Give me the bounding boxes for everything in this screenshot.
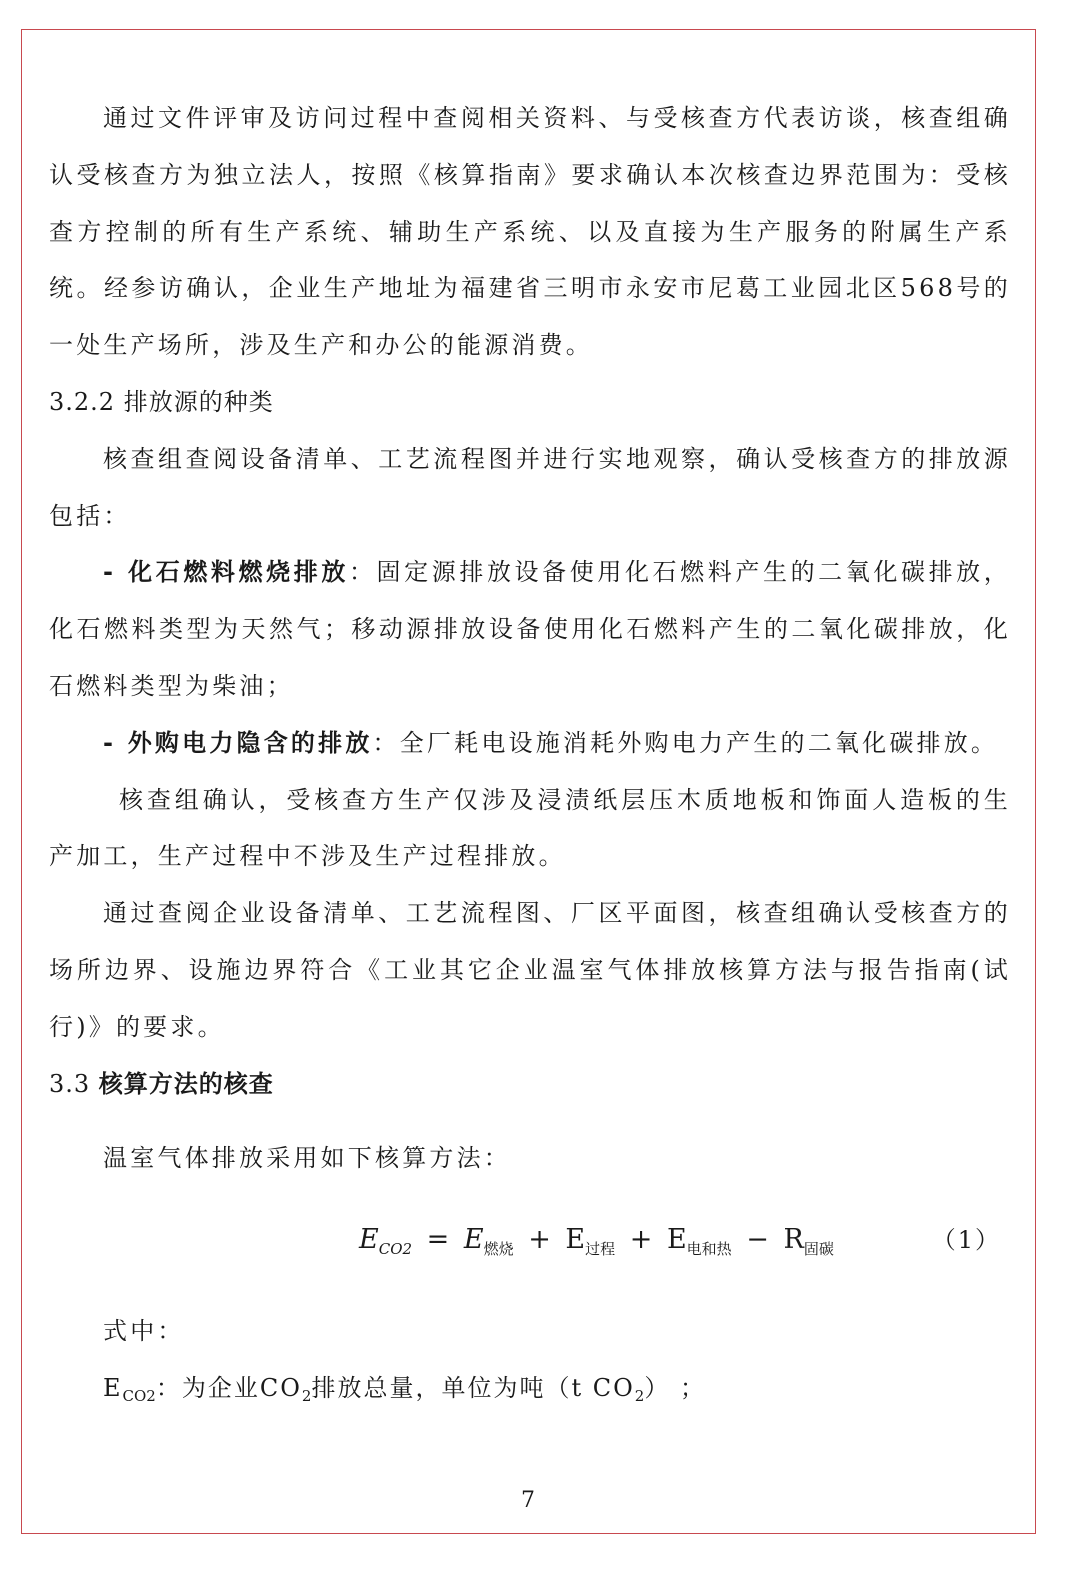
heading-3-3: 3.3 核算方法的核查 [49,1069,274,1098]
document-body [49,90,1011,1425]
paragraph-process: 核查组确认，受核查方生产仅涉及浸渍纸层压木质地板和饰面人造板的生产加工，生产过程中不涉及生产过程排放。 [49,785,1011,871]
page-number: 7 [521,1488,535,1513]
equation-number: （1） [931,1226,1001,1255]
paragraph-emission-sources: 核查组查阅设备清单、工艺流程图并进行实地观察，确认受核查方的排放源包括： [49,444,1011,530]
equation-1 [49,1205,1011,1285]
paragraph-method-intro: 温室气体排放采用如下核算方法： [103,1144,511,1173]
formula: $E_{CO2} = E_{燃烧} + E_{过程} + E_{电和热} - R_{固碳}$ [359,1224,834,1259]
bullet-purchased-power: - 外购电力隐含的排放：全厂耗电设施消耗外购电力产生的二氧化碳排放。 [103,728,999,757]
paragraph-site-boundary: 通过查阅企业设备清单、工艺流程图、厂区平面图，核查组确认受核查方的场所边界、设施边界符合《工业其它企业温室气体排放核算方法与报告指南(试行)》的要求。 [49,899,1011,1041]
bullet-label: - 外购电力隐含的排放 [103,728,373,757]
paragraph-boundary: 通过文件评审及访问过程中查阅相关资料、与受核查方代表访谈，核查组确认受核查方为独立法人，按照《核算指南》要求确认本次核查边界范围为：受核查方控制的所有生产系统、辅助生产系统、以及直接为生产服务的附属生产系统。经参访确认，企业生产地址为福建省三明市永安市尼葛工业园北区568号的一处生产场所，涉及生产和办公的能源消费。 [49,104,1011,360]
bullet-label: - 化石燃料燃烧排放 [103,558,349,587]
heading-3-2-2: 3.2.2 排放源的种类 [49,387,274,416]
bullet-fossil-fuel: - 化石燃料燃烧排放：固定源排放设备使用化石燃料产生的二氧化碳排放，化石燃料类型为天然气；移动源排放设备使用化石燃料产生的二氧化碳排放，化石燃料类型为柴油； [49,558,1011,700]
definition-eco2: $E_{CO2}$：为企业$CO_2$排放总量，单位为吨（t $CO_2$） ； [103,1373,706,1405]
paragraph-where: 式中： [103,1317,185,1346]
